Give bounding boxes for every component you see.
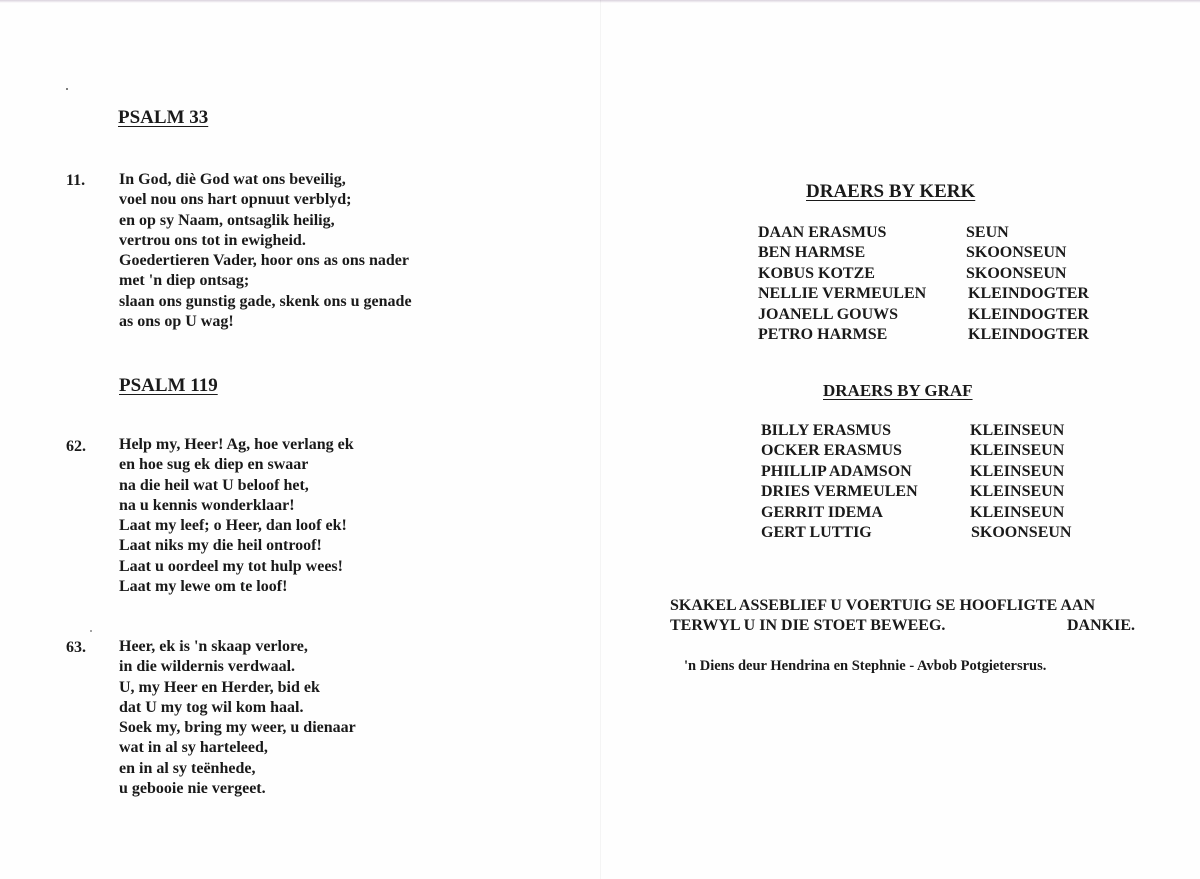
verse-line: en op sy Naam, ontsaglik heilig, [119,211,335,229]
verse-number: 63. [66,639,86,656]
bearer-relation: KLEINDOGTER [968,305,1089,323]
verse-line: Laat niks my die heil ontroof! [119,537,322,555]
scan-speck [90,630,92,632]
bearer-row [761,504,1121,524]
bearer-name: JOANELL GOUWS [758,305,899,323]
verse-line: na die heil wat U beloof het, [119,476,309,494]
bearer-row [758,244,1118,264]
psalm-119-title: PSALM 119 [119,375,218,396]
verse-line: voel nou ons hart opnuut verblyd; [119,191,352,209]
verse-line: as ons op U wag! [119,313,234,331]
funeral-service-credit: 'n Diens deur Hendrina en Stephnie - Avbob Potgietersrus. [684,658,1047,674]
verse-line: wat in al sy harteleed, [119,739,268,757]
bearer-name: GERT LUTTIG [761,523,872,541]
verse-number: 11. [66,172,86,189]
bearer-name: GERRIT IDEMA [761,503,883,521]
bearer-row [758,285,1118,305]
bearer-relation: SEUN [966,224,1009,241]
notice-line-text: TERWYL U IN DIE STOET BEWEEG. [670,617,946,634]
headlights-notice [670,596,1140,636]
verse-line: Goedertieren Vader, hoor ons as ons nader [119,252,409,270]
bearer-name: OCKER ERASMUS [761,442,902,460]
verse-number: 62. [66,438,86,455]
scan-speck [66,88,68,90]
verse-line: Soek my, bring my weer, u dienaar [119,719,356,737]
verse-line: Laat my leef; o Heer, dan loof ek! [119,517,347,535]
bearer-name: DRIES VERMEULEN [761,483,918,501]
thanks-text: DANKIE. [1066,617,1135,634]
verse-line: In God, diè God wat ons beveilig, [119,171,346,188]
grave-bearers-title: DRAERS BY GRAF [823,381,973,400]
verse-line: Laat my lewe om te loof! [119,578,288,596]
psalm-33-title: PSALM 33 [118,107,209,128]
bearer-row [761,463,1121,483]
psalm-119-verse-63 [119,637,356,799]
page-fold [600,0,601,879]
bearer-row [758,224,1118,244]
bearer-relation: KLEINSEUN [970,462,1065,480]
bearer-relation: SKOONSEUN [966,264,1067,282]
bearer-relation: SKOONSEUN [971,523,1072,541]
bearer-row [758,326,1118,346]
psalm-119-verse-62 [119,435,354,597]
psalm-33-verse [119,170,412,332]
notice-line: SKAKEL ASSEBLIEF U VOERTUIG SE HOOFLIGTE AAN [670,597,1096,614]
bearer-row [758,265,1118,285]
church-bearers-list [758,224,1118,346]
bearer-name: PHILLIP ADAMSON [761,462,912,480]
verse-line: vertrou ons tot in ewigheid. [119,231,306,249]
verse-line: en in al sy teënhede, [119,759,256,777]
grave-bearers-list [761,422,1121,544]
church-bearers-title: DRAERS BY KERK [806,181,976,202]
bearer-row [761,442,1121,462]
verse-line: u gebooie nie vergeet. [119,780,266,798]
verse-line: Help my, Heer! Ag, hoe verlang ek [119,436,354,453]
verse-line: Heer, ek is 'n skaap verlore, [119,638,308,655]
verse-line: slaan ons gunstig gade, skenk ons u genade [119,292,412,310]
bearer-name: PETRO HARMSE [758,325,888,343]
bearer-row [758,306,1118,326]
bearer-relation: SKOONSEUN [966,244,1067,262]
bearer-relation: KLEINSEUN [970,422,1065,439]
bearer-relation: KLEINSEUN [970,442,1065,460]
bearer-name: KOBUS KOTZE [758,264,875,282]
bearer-relation: KLEINDOGTER [968,325,1089,343]
verse-line: met 'n diep ontsag; [119,272,250,290]
notice-line [670,616,1140,636]
bearer-relation: KLEINDOGTER [968,285,1089,303]
verse-line: dat U my tog wil kom haal. [119,698,304,716]
bearer-name: BILLY ERASMUS [761,422,891,439]
bearer-relation: KLEINSEUN [970,483,1065,501]
verse-line: in die wildernis verdwaal. [119,658,296,676]
bearer-row [761,483,1121,503]
bearer-row [761,422,1121,442]
bearer-name: NELLIE VERMEULEN [758,285,927,303]
bearer-relation: KLEINSEUN [970,503,1065,521]
verse-line: na u kennis wonderklaar! [119,496,295,514]
bearer-name: BEN HARMSE [758,244,866,262]
verse-line: Laat u oordeel my tot hulp wees! [119,557,343,575]
bearer-name: DAAN ERASMUS [758,224,887,241]
bearer-row [761,524,1121,544]
verse-line: U, my Heer en Herder, bid ek [119,678,320,696]
verse-line: en hoe sug ek diep en swaar [119,456,309,474]
